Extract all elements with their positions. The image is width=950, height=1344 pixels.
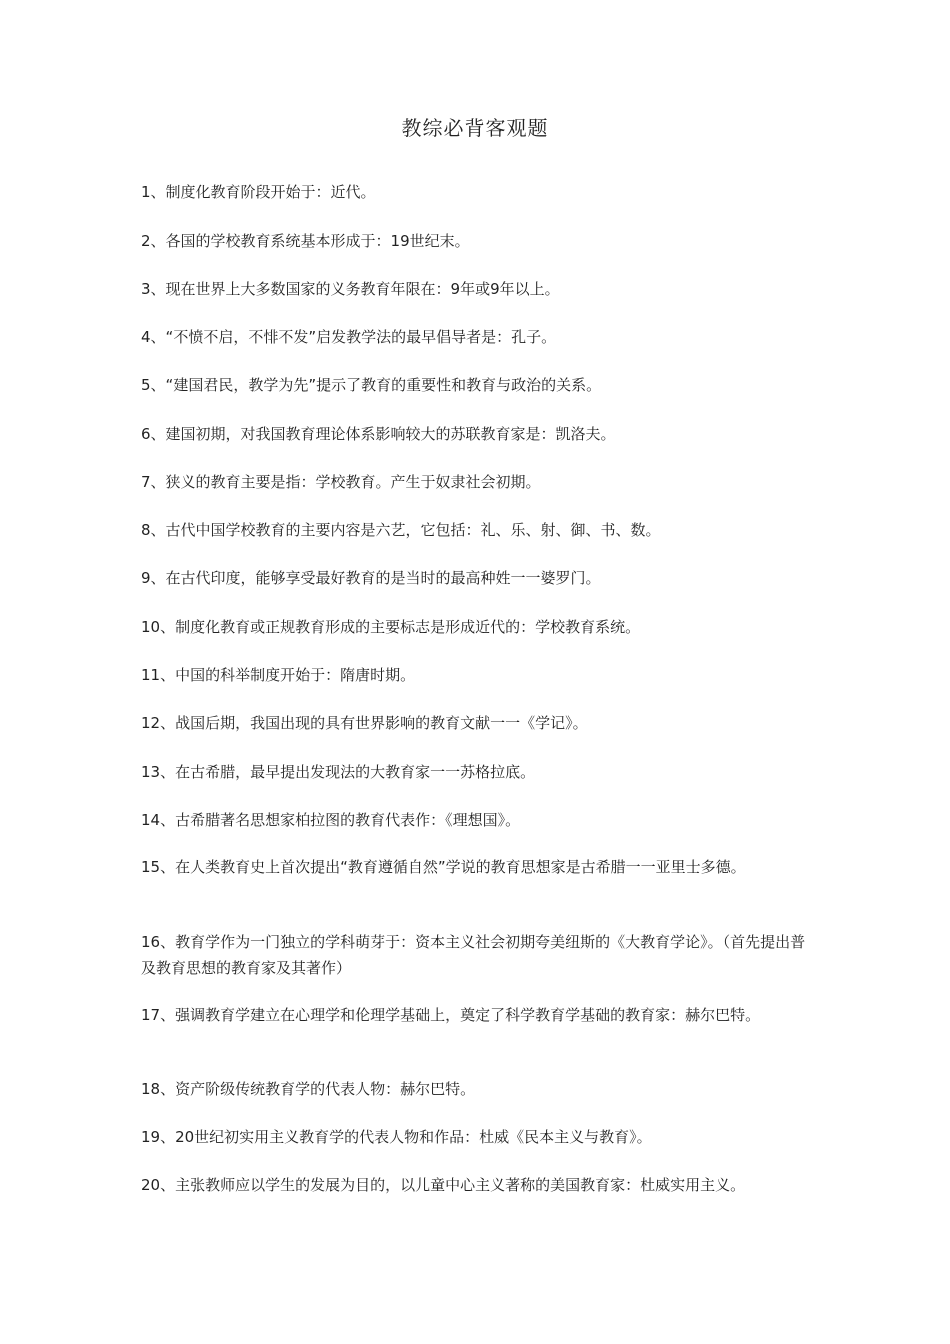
list-item: 7、狭义的教育主要是指：学校教育。产生于奴隶社会初期。 (141, 473, 541, 491)
list-item: 18、资产阶级传统教育学的代表人物：赫尔巴特。 (141, 1080, 476, 1098)
list-item: 11、中国的科举制度开始于：隋唐时期。 (141, 666, 416, 684)
list-item: 19、20世纪初实用主义教育学的代表人物和作品：杜威《民本主义与教育》。 (141, 1128, 652, 1146)
list-item: 3、现在世界上大多数国家的义务教育年限在：9年或9年以上。 (141, 280, 560, 298)
list-item: 8、古代中国学校教育的主要内容是六艺，它包括：礼、乐、射、御、书、数。 (141, 521, 661, 539)
list-item: 15、在人类教育史上首次提出“教育遵循自然”学说的教育思想家是古希腊一一亚里士多德。 (141, 858, 746, 876)
list-item: 20、主张教师应以学生的发展为目的，以儿童中心主义著称的美国教育家：杜威实用主义。 (141, 1176, 746, 1194)
list-item: 17、强调教育学建立在心理学和伦理学基础上，奠定了科学教育学基础的教育家：赫尔巴特。 (141, 1006, 761, 1024)
list-item: 2、各国的学校教育系统基本形成于：19世纪末。 (141, 232, 470, 250)
list-item: 10、制度化教育或正规教育形成的主要标志是形成近代的：学校教育系统。 (141, 618, 641, 636)
list-item: 4、“不愤不启，不悱不发”启发教学法的最早倡导者是：孔子。 (141, 328, 557, 346)
document-title: 教综必背客观题 (401, 116, 549, 140)
list-item: 5、“建国君民，教学为先”提示了教育的重要性和教育与政治的关系。 (141, 376, 602, 394)
list-item: 1、制度化教育阶段开始于：近代。 (141, 183, 376, 201)
list-item: 16、教育学作为一门独立的学科萌芽于：资本主义社会初期夸美纽斯的《大教育学论》。（首先提出普及教育思想的教育家及其著作） (141, 933, 806, 977)
list-item: 9、在古代印度，能够享受最好教育的是当时的最高种姓一一婆罗门。 (141, 569, 601, 587)
list-item: 14、古希腊著名思想家柏拉图的教育代表作：《理想国》。 (141, 811, 521, 829)
list-item: 12、战国后期，我国出现的具有世界影响的教育文献一一《学记》。 (141, 714, 588, 732)
list-item: 13、在古希腊，最早提出发现法的大教育家一一苏格拉底。 (141, 763, 536, 781)
list-item: 6、建国初期，对我国教育理论体系影响较大的苏联教育家是：凯洛夫。 (141, 425, 616, 443)
